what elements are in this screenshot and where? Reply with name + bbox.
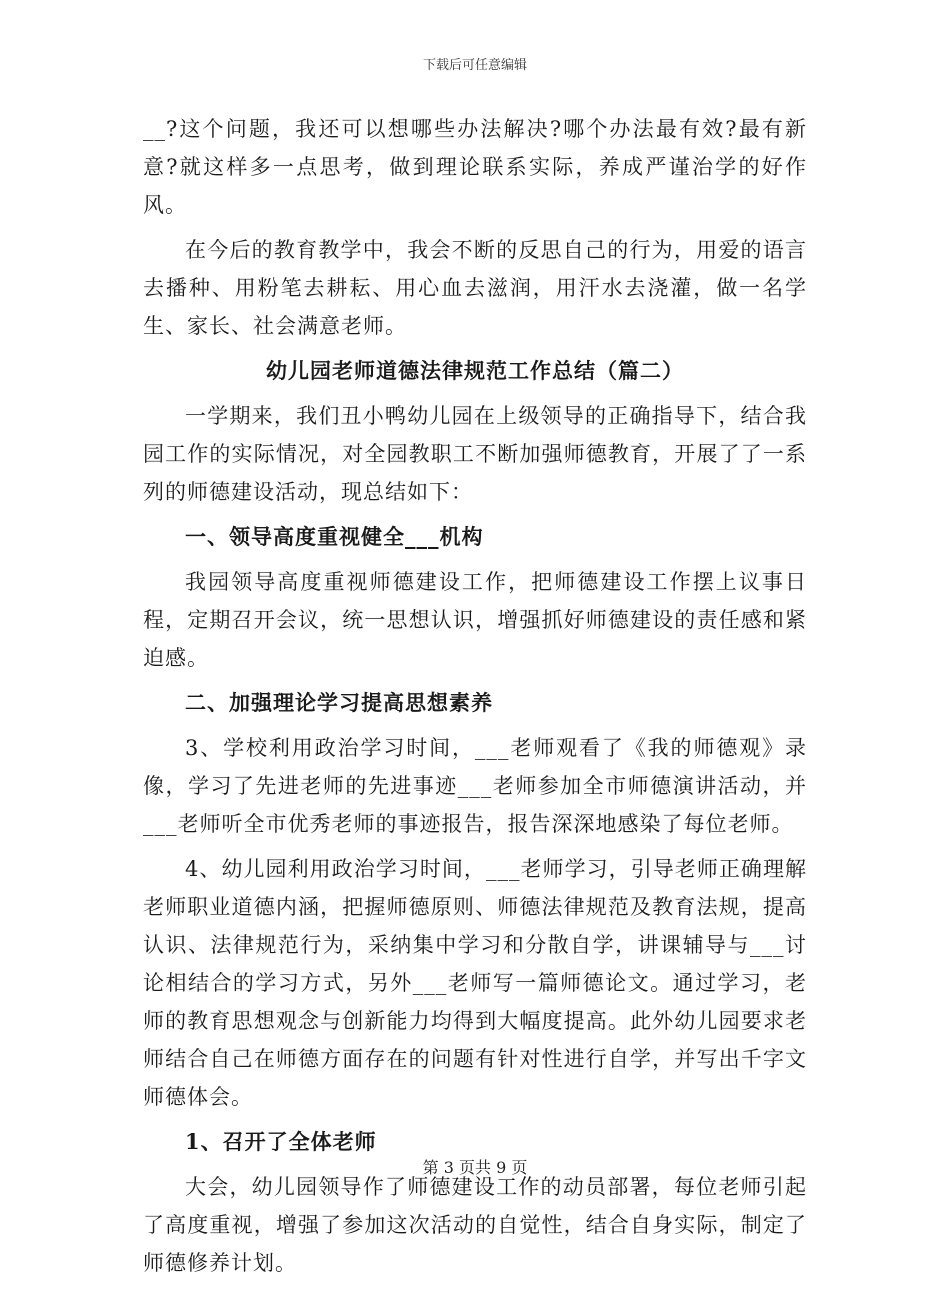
body-paragraph: 在今后的教育教学中，我会不断的反思自己的行为，用爱的语言去播种、用粉笔去耕耘、用心血去滋润，用汗水去浇灌，做一名学生、家长、社会满意老师。 [143, 238, 807, 338]
body-paragraph: 4、幼儿园利用政治学习时间，___老师学习，引导老师正确理解老师职业道德内涵，把握师德原则、师德法律规范及教育法规，提高认识、法律规范行为，采纳集中学习和分散自学，讲课辅导与___讨论相结合的学习方式，另外___老师写一篇师德论文。通过学习，老师的教育思想观念与创新能力均得到大幅度提高。此外幼儿园要求老师结合自己在师德方面存在的问题有针对性进行自学，并写出千字文师德体会。 [143, 857, 807, 1109]
body-paragraph: 大会，幼儿园领导作了师德建设工作的动员部署，每位老师引起了高度重视，增强了参加这次活动的自觉性，结合自身实际，制定了师德修养计划。 [143, 1175, 807, 1275]
page-number: 第 3 页共 9 页 [422, 1158, 528, 1177]
section-heading: 一、领导高度重视健全___机构 [185, 524, 484, 549]
header-note: 下载后可任意编辑 [422, 58, 527, 73]
section-heading: 二、加强理论学习提高思想素养 [185, 690, 493, 715]
section-title: 幼儿园老师道德法律规范工作总结（篇二） [266, 358, 684, 383]
document-body [143, 110, 807, 1289]
intro-paragraph: 一学期来，我们丑小鸭幼儿园在上级领导的正确指导下，结合我园工作的实际情况，对全园教职工不断加强师德教育，开展了了一系列的师德建设活动，现总结如下： [143, 404, 807, 504]
body-paragraph: 我园领导高度重视师德建设工作，把师德建设工作摆上议事日程，定期召开会议，统一思想认识，增强抓好师德建设的责任感和紧迫感。 [143, 570, 807, 670]
body-paragraph: __?这个问题，我还可以想哪些办法解决?哪个办法最有效?最有新意?就这样多一点思考，做到理论联系实际，养成严谨治学的好作风。 [143, 117, 807, 217]
section-heading: 1、召开了全体老师 [185, 1129, 377, 1154]
body-paragraph: 3、学校利用政治学习时间，___老师观看了《我的师德观》录像，学习了先进老师的先进事迹___老师参加全市师德演讲活动，并___老师听全市优秀老师的事迹报告，报告深深地感染了每位老师。 [143, 736, 807, 836]
